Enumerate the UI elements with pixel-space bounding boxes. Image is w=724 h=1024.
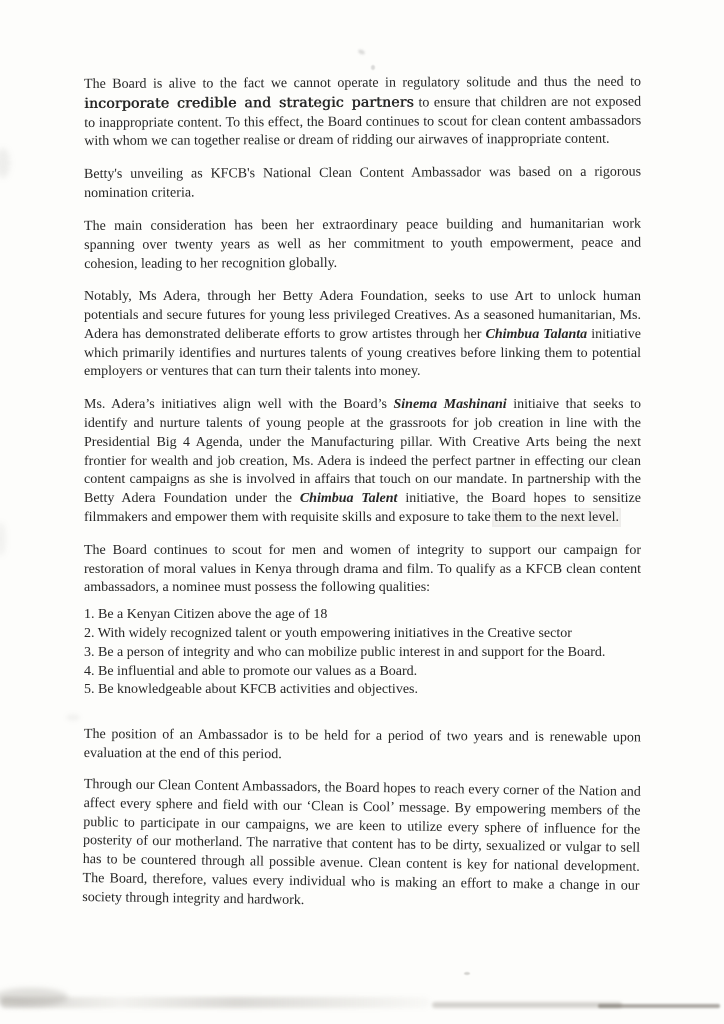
scan-shadow — [432, 1002, 622, 1008]
scan-speck — [464, 972, 470, 975]
text-segment: Sinema Mashinani — [393, 397, 507, 413]
qualities-list — [84, 606, 641, 700]
text-segment: to ensure that children are not exposed to inappropriate content. To this effect, the Board continues to scout for clean content ambassadors with whom we can together realise or dream of ridding our airwaves of inappropriate content. — [84, 94, 642, 150]
text-segment: initiative which primarily identifies and nurtures talents of young creatives before linking them to potential employers or ventures that can turn their talents into money. — [84, 326, 642, 380]
text-segment: them to the next level. — [494, 509, 619, 525]
text-segment: Notably, Ms Adera, through her Betty Adera Foundation, seeks to use Art to unlock human potentials and secure futures for young less privileged Creatives. As a seasoned humanitarian, Ms. Adera has demonstrated deliberate efforts to grow artistes through her — [84, 289, 641, 342]
para-4 — [84, 288, 641, 382]
scan-speck — [66, 714, 80, 721]
text-segment: initiative, the Board hopes to sensitize filmmakers and empower them with requisite skills and exposure to take — [84, 491, 641, 525]
list-item: 1. Be a Kenyan Citizen above the age of 18 — [84, 607, 328, 623]
document-text — [84, 76, 641, 921]
text-segment: The position of an Ambassador is to be held for a period of two years and is renewable upon evaluation at the end of this period. — [83, 727, 641, 763]
para-3 — [84, 215, 641, 274]
list-item: 4. Be influential and able to promote our values as a Board. — [84, 663, 418, 679]
para-2 — [84, 164, 641, 204]
text-segment: Through our Clean Content Ambassadors, the Board hopes to reach every corner of the Nation and affect every sphere and field with our ‘Clean is Cool’ message. By empowering members of the public to participate in our campaigns, we are keen to utilize every sphere of influence for the posterity of our motherland. The narrative that content has to be dirty, sexualized or vulgar to sell has to be countered through all possible avenue. Clean content is key for national development. The Board, therefore, values every individual who is making an effort to make a change in our society through integrity and hardwork. — [82, 776, 641, 908]
text-segment: Chimbua Talanta — [485, 326, 588, 342]
text-segment: Chimbua Talent — [299, 491, 398, 507]
text-segment: The Board continues to scout for men and women of integrity to support our campaign for restoration of moral values in Kenya through drama and film. To qualify as a KFCB clean content ambassadors, a nominee must possess the following qualities: — [84, 542, 641, 596]
scan-speck — [371, 65, 375, 70]
scan-shadow — [0, 988, 68, 1006]
text-segment: The main consideration has been her extraordinary peace building and humanitarian work spanning over twenty years as well as her commitment to youth empowerment, peace and cohesion, leading to her recognition globally. — [84, 216, 642, 272]
text-segment: The Board is alive to the fact we cannot operate in regulatory solitude and thus the need to — [84, 74, 642, 92]
text-segment: initiaive that seeks to identify and nurture talents of young people at the grassroots for job creation in line with the Presidential Big 4 Agenda, under the Manufacturing pillar. With Creative Arts being the next frontier for wealth and job creation, Ms. Adera is indeed the perfect partner in effecting our clean content campaigns as she is involved in affairs that touch on our mandate. In partnership with the Betty Adera Foundation under the — [84, 397, 641, 507]
para-5 — [84, 396, 641, 528]
text-segment: Ms. Adera’s initiatives align well with the Board’s — [84, 397, 394, 413]
para-1 — [84, 74, 641, 153]
list-item: 5. Be knowledgeable about KFCB activities and objectives. — [84, 682, 418, 698]
para-7 — [84, 726, 641, 767]
para-6 — [84, 542, 641, 598]
text-segment: incorporate credible and strategic partners — [84, 94, 414, 112]
scan-smudge — [0, 148, 10, 178]
list-item: 3. Be a person of integrity and who can mobilize public interest in and support for the Board. — [84, 644, 606, 660]
scan-smudge — [0, 522, 6, 556]
scan-shadow — [0, 997, 430, 1008]
scan-speck — [357, 49, 365, 56]
list-item: 2. With widely recognized talent or youth empowering initiatives in the Creative sector — [84, 625, 572, 641]
text-segment: Betty's unveiling as KFCB's National Clean Content Ambassador was based on a rigorous nomination criteria. — [84, 164, 642, 201]
para-8 — [82, 776, 641, 915]
scan-shadow — [598, 1004, 720, 1008]
